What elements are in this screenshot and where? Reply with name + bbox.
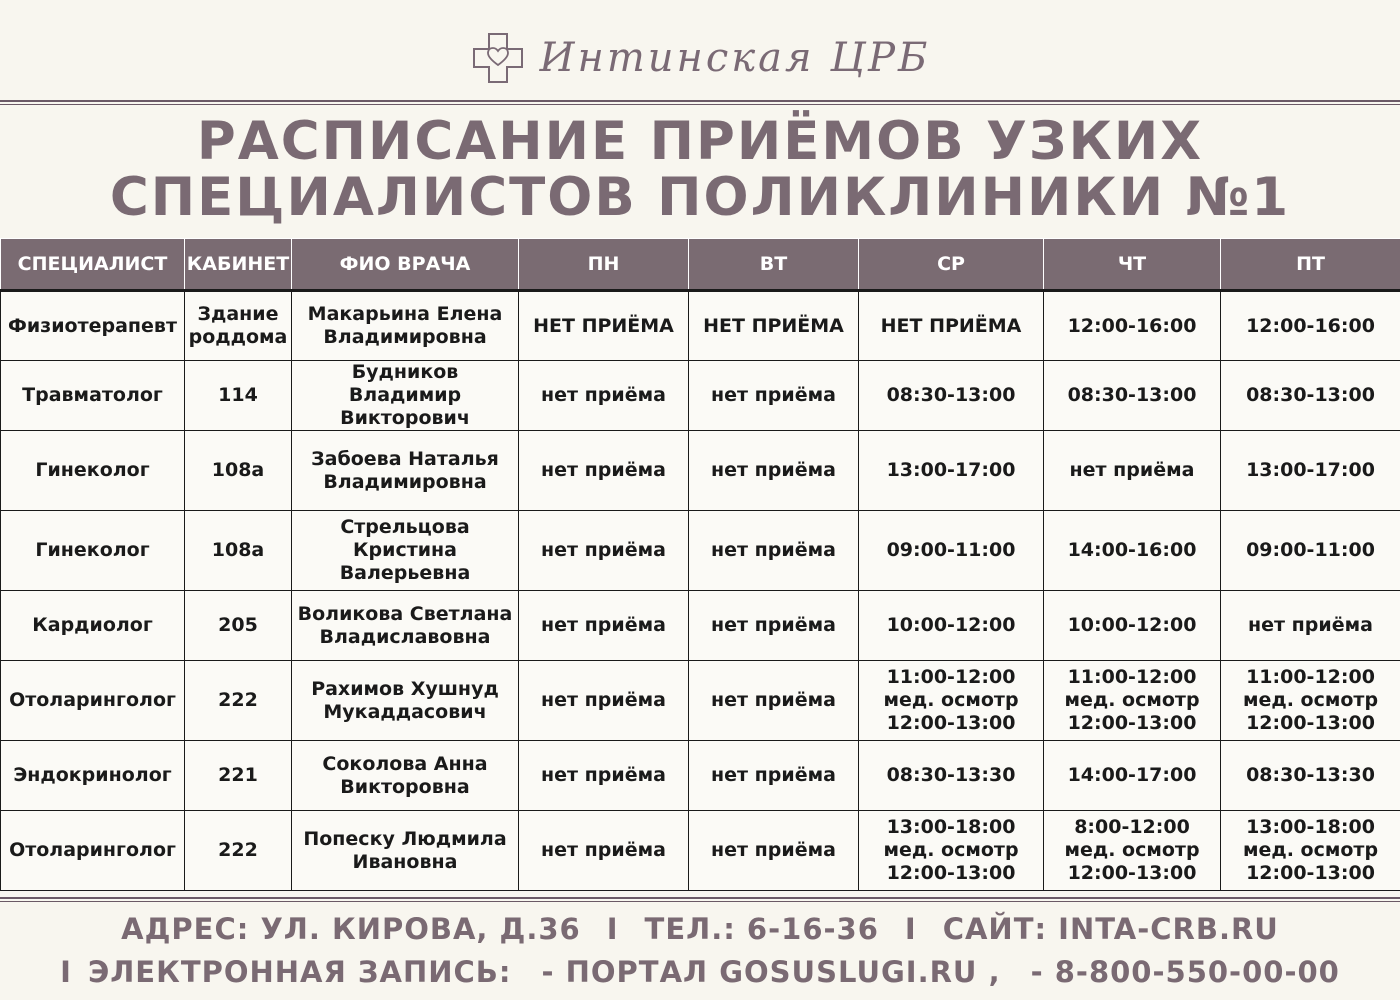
page-title-line-1: РАСПИСАНИЕ ПРИЁМОВ УЗКИХ <box>196 111 1204 172</box>
cell-tue: нет приёма <box>689 361 859 431</box>
cell-specialist: Физиотерапевт <box>1 291 185 361</box>
cell-doctor: Забоева Наталья Владимировна <box>292 431 519 511</box>
table-row <box>1 361 1400 431</box>
cell-fri: 11:00-12:00 мед. осмотр 12:00-13:00 <box>1221 661 1400 741</box>
footer-separator: I <box>904 912 917 946</box>
footer-divider-thin <box>0 901 1400 902</box>
cell-specialist: Гинеколог <box>1 431 185 511</box>
cell-mon: НЕТ ПРИЁМА <box>519 291 689 361</box>
cell-specialist: Эндокринолог <box>1 741 185 811</box>
column-header-fri: ПТ <box>1221 239 1400 291</box>
column-header-thu: ЧТ <box>1044 239 1221 291</box>
footer-separator: I <box>606 912 619 946</box>
header-divider-thin <box>0 104 1400 105</box>
table-row <box>1 431 1400 511</box>
cell-doctor: Макарьина Елена Владимировна <box>292 291 519 361</box>
cell-specialist: Травматолог <box>1 361 185 431</box>
cell-room: 108а <box>185 431 292 511</box>
cell-thu: 11:00-12:00 мед. осмотр 12:00-13:00 <box>1044 661 1221 741</box>
cell-thu: 10:00-12:00 <box>1044 591 1221 661</box>
cell-mon: нет приёма <box>519 811 689 891</box>
footer-address: АДРЕС: УЛ. КИРОВА, Д.36 <box>121 912 581 946</box>
footer-separator: I <box>60 955 72 989</box>
cell-fri: 13:00-17:00 <box>1221 431 1400 511</box>
header-divider <box>0 100 1400 102</box>
cell-wed: 09:00-11:00 <box>859 511 1044 591</box>
logo-text: Интинская ЦРБ <box>539 35 931 81</box>
cell-tue: нет приёма <box>689 811 859 891</box>
cell-specialist: Отоларинголог <box>1 661 185 741</box>
cell-room: 114 <box>185 361 292 431</box>
cell-room: 108а <box>185 511 292 591</box>
cell-fri: 13:00-18:00 мед. осмотр 12:00-13:00 <box>1221 811 1400 891</box>
cell-room: 205 <box>185 591 292 661</box>
cell-tue: НЕТ ПРИЁМА <box>689 291 859 361</box>
cell-mon: нет приёма <box>519 591 689 661</box>
page-title <box>0 111 1400 228</box>
cell-tue: нет приёма <box>689 591 859 661</box>
cell-specialist: Кардиолог <box>1 591 185 661</box>
footer-hotline: - 8-800-550-00-00 <box>1030 955 1340 989</box>
cell-doctor: Попеску Людмила Ивановна <box>292 811 519 891</box>
cell-tue: нет приёма <box>689 741 859 811</box>
cell-room: 222 <box>185 661 292 741</box>
cell-room: 221 <box>185 741 292 811</box>
schedule-table <box>0 238 1400 891</box>
footer-online <box>0 955 1400 989</box>
cell-thu: 8:00-12:00 мед. осмотр 12:00-13:00 <box>1044 811 1221 891</box>
footer-phone: ТЕЛ.: 6-16-36 <box>644 912 879 946</box>
cell-room: Здание роддома <box>185 291 292 361</box>
cell-specialist: Гинеколог <box>1 511 185 591</box>
table-header-row <box>1 239 1400 291</box>
cell-mon: нет приёма <box>519 431 689 511</box>
cell-doctor: Будников Владимир Викторович <box>292 361 519 431</box>
table-row <box>1 741 1400 811</box>
table-row <box>1 291 1400 361</box>
cell-wed: 13:00-17:00 <box>859 431 1044 511</box>
footer-portal: - ПОРТАЛ GOSUSLUGI.RU , <box>541 955 1001 989</box>
cell-doctor: Рахимов Хушнуд Мукаддасович <box>292 661 519 741</box>
cell-mon: нет приёма <box>519 361 689 431</box>
cell-thu: 14:00-16:00 <box>1044 511 1221 591</box>
table-row <box>1 511 1400 591</box>
cell-tue: нет приёма <box>689 511 859 591</box>
medical-cross-heart-icon <box>470 30 526 86</box>
column-header-wed: СР <box>859 239 1044 291</box>
cell-tue: нет приёма <box>689 661 859 741</box>
cell-doctor: Стрельцова Кристина Валерьевна <box>292 511 519 591</box>
cell-thu: нет приёма <box>1044 431 1221 511</box>
cell-fri: нет приёма <box>1221 591 1400 661</box>
cell-wed: 08:30-13:00 <box>859 361 1044 431</box>
cell-thu: 14:00-17:00 <box>1044 741 1221 811</box>
cell-wed: 13:00-18:00 мед. осмотр 12:00-13:00 <box>859 811 1044 891</box>
page-title-line-2: СПЕЦИАЛИСТОВ ПОЛИКЛИНИКИ №1 <box>109 167 1291 228</box>
cell-wed: 10:00-12:00 <box>859 591 1044 661</box>
cell-wed: НЕТ ПРИЁМА <box>859 291 1044 361</box>
cell-fri: 08:30-13:30 <box>1221 741 1400 811</box>
cell-room: 222 <box>185 811 292 891</box>
column-header-specialist: СПЕЦИАЛИСТ <box>1 239 185 291</box>
footer-contacts <box>0 912 1400 946</box>
cell-specialist: Отоларинголог <box>1 811 185 891</box>
table-row <box>1 591 1400 661</box>
cell-thu: 08:30-13:00 <box>1044 361 1221 431</box>
table-row <box>1 811 1400 891</box>
cell-fri: 08:30-13:00 <box>1221 361 1400 431</box>
column-header-mon: ПН <box>519 239 689 291</box>
cell-mon: нет приёма <box>519 741 689 811</box>
cell-thu: 12:00-16:00 <box>1044 291 1221 361</box>
cell-fri: 12:00-16:00 <box>1221 291 1400 361</box>
footer-divider <box>0 897 1400 899</box>
column-header-tue: ВТ <box>689 239 859 291</box>
table-row <box>1 661 1400 741</box>
cell-tue: нет приёма <box>689 431 859 511</box>
cell-doctor: Воликова Светлана Владиславовна <box>292 591 519 661</box>
cell-fri: 09:00-11:00 <box>1221 511 1400 591</box>
logo <box>0 28 1400 88</box>
cell-wed: 11:00-12:00 мед. осмотр 12:00-13:00 <box>859 661 1044 741</box>
cell-doctor: Соколова Анна Викторовна <box>292 741 519 811</box>
cell-mon: нет приёма <box>519 511 689 591</box>
footer-online-label: ЭЛЕКТРОННАЯ ЗАПИСЬ: <box>87 955 512 989</box>
cell-wed: 08:30-13:30 <box>859 741 1044 811</box>
column-header-room: КАБИНЕТ <box>185 239 292 291</box>
footer-site: САЙТ: INTA-CRB.RU <box>942 912 1279 946</box>
column-header-doctor: ФИО ВРАЧА <box>292 239 519 291</box>
cell-mon: нет приёма <box>519 661 689 741</box>
